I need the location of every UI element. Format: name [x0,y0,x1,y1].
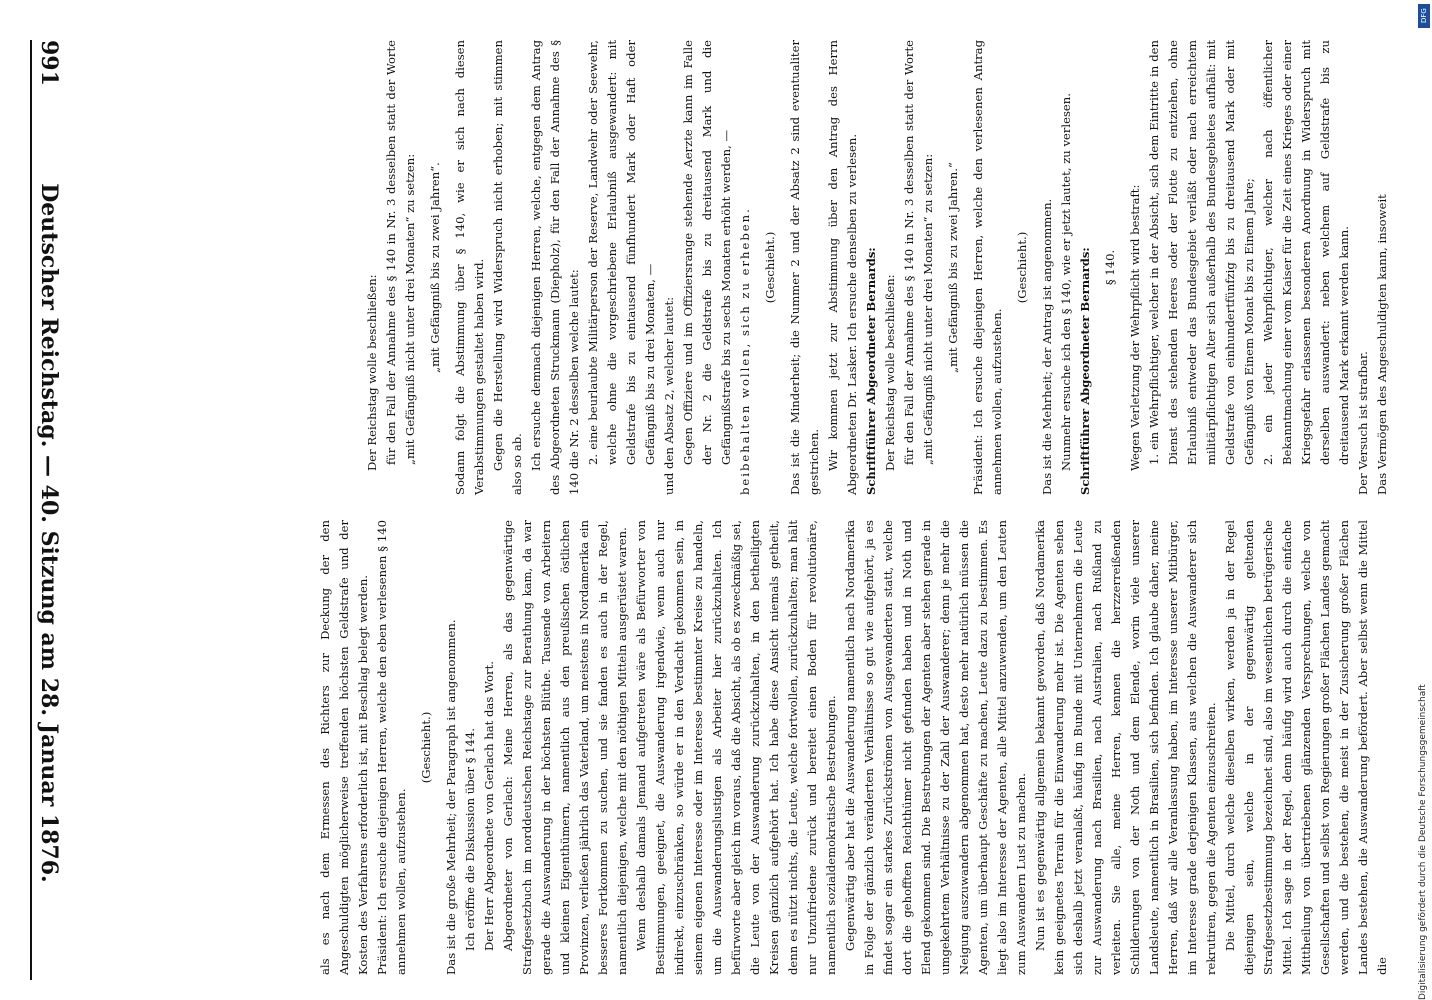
paragraph: „mit Gefängniß bis zu zwei Jahren.“ [946,162,960,373]
paragraph: Der Herr Abgeordnete von Gerlach hat das Wort. [482,661,496,951]
dfg-logo: DFG [1418,4,1430,28]
paragraph: Präsident: Ich ersuche diejenigen Herren, welche den eben verlesenen § 140 annehmen wollen, aufzustehen. [375,520,408,975]
paragraph: Der Reichstag wolle beschließen: [883,274,897,471]
paragraph: für den Fall der Annahme des § 140 in Nr. 3 desselben statt der Worte „mit Gefängniß nicht unter drei Monaten“ zu setzen: [384,40,417,465]
paragraph: Das ist die Mehrheit; der Antrag ist angenommen. [1040,198,1054,495]
paragraph: Das ist die große Mehrheit; der Paragraph ist angenommen. [444,619,458,975]
paragraph: Der Reichstag wolle beschließen: [365,274,379,471]
paragraph: (Geschieht.) [419,711,433,784]
column-left [80,40,1392,495]
page-number: 991 [36,40,62,86]
paragraph: 1. ein Wehrpflichtiger, welcher in der Absicht, sich dem Eintritte in den Dienst des stehenden Heeres oder der Flotte zu entziehen, ohne Erlaubniß entweder das Bundesgebiet verläßt oder nach erreichtem militärpflichtigen Alter sich außerhalb des Bundesgebietes aufhält: mit Geldstrafe von einhundertfünfzig bis zu dreitausend Mark oder mit Gefängniß von Einem Monat bis zu Einem Jahre; [1147,40,1256,465]
paragraph: Schriftführer Abgeordneter Bernards: [1078,247,1092,495]
paragraph: als es nach dem Ermessen des Richters zur Deckung der den Angeschuldigten möglicherweise treffenden höchsten Geldstrafe und der Kosten des Verfahrens erforderlich ist, mit Beschlag belegt werden. [318,520,370,975]
paragraph: Ich ersuche demnach diejenigen Herren, welche, entgegen dem Antrag des Abgeordneten Struckmann (Diepholz), für den Fall der Annahme des § 140 die Nr. 2 desselben welche lautet: [529,40,581,495]
paragraph: Wenn deshalb damals Jemand aufgetreten wäre als Befürworter von Bestimmungen, geeignet, die Auswanderung irgendwie, wenn auch nur indirekt, einzuschränken, so würde er in den Verdacht gekommen sein, in seinem eigenen Interesse oder im Interesse bestimmter Kreise zu handeln, um die Auswanderungslustigen als Arbeiter hier zurückzuhalten. Ich befürworte aber gleich im voraus, daß die Absicht, als ob es zweckmäßig sei, die Leute von der Auswanderung zurückzuhalten, in den betheiligten Kreisen gänzlich aufgehört hat. Ich habe diese Ansicht niemals getheilt, denn es nützt nichts, die Leute, welche fortwollen, zurückzuhalten; man hält nur Unzufriedene zurück und bereitet einen Boden für revolutionäre, namentlich sozialdemokratische Bestrebungen. [634,520,838,975]
paragraph: Sodann folgt die Abstimmung über § 140, wie er sich nach diesen Verabstimmungen gestaltet haben wird. [453,40,486,495]
paragraph: Das Vermögen des Angeschuldigten kann, insoweit [1375,194,1389,495]
digitization-note: Digitalisierung gefördert durch die Deutsche Forschungsgemeinschaft [1418,684,1428,1000]
paragraph: „mit Gefängniß bis zu zwei Jahren“. [428,162,442,373]
paragraph: (Geschieht.) [763,231,777,304]
column-right-text [316,520,1392,975]
paragraph: Ich eröffne die Diskussion über § 144. [463,728,477,951]
paragraph: für den Fall der Annahme des § 140 in Nr. 3 desselben statt der Worte „mit Gefängniß nicht unter drei Monaten“ zu setzen: [902,40,935,465]
paragraph: Gegenwärtig aber hat die Auswanderung namentlich nach Nordamerika in Folge der gänzlich veränderten Verhältnisse so gut wie aufgehört, ja es findet sogar ein starkes Zurückströmen von Ausgewanderten statt, welche dort die gehofften Reichthümer nicht gefunden haben und in Noth und Elend gekommen sind. Die Bestrebungen der Agenten aber stehen gerade in umgekehrtem Verhältnisse zu der Zahl der Auswanderer; denn je mehr die Neigung auszuwandern abgenommen hat, desto mehr natürlich müssen die Agenten, um überhaupt Geschäfte zu machen, Leute dazu zu bestimmen. Es liegt also im Interesse der Agenten, alle Mittel anzuwenden, um den Leuten zum Auswandern Lust zu machen. [843,520,1028,975]
paragraph: Die Mittel, durch welche dieselben wirken, werden ja in der Regel diejenigen sein, welche in der gegenwärtig geltenden Strafgesetzbestimmung bezeichnet sind, also im wesentlichen betrügerische Mittel. Ich sage in der Regel, denn häufig wird auch durch die einfache Mittheilung von übertriebenen glänzenden Versprechungen, welche von Gesellschaften und selbst von Regierungen großer Flächen Landes gemacht werden, und die bestehen, die meist in der Zusicherung großer Flächen Landes bestehen, die Auswanderung befördert. Aber selbst wenn die Mittel die [1223,520,1389,975]
paragraph: Präsident: Ich ersuche diejenigen Herren, welche den verlesenen Antrag annehmen wollen, aufzustehen. [971,40,1004,495]
paragraph: und den Absatz 2, welcher lautet: [662,296,676,495]
running-title: Deutscher Reichstag. — 40. Sitzung am 28. Januar 1876. [36,183,62,883]
paragraph: Gegen Offiziere und im Offiziersrange stehende Aerzte kann im Falle der Nr. 2 die Geldstrafe bis zu dreitausend Mark und die Gefängnißstrafe bis zu sechs Monaten erhöht werden, — [681,40,733,465]
paragraph: Der Versuch ist strafbar. [1356,351,1370,495]
paragraph: Abgeordneter von Gerlach: Meine Herren, als das gegenwärtige Strafgesetzbuch im norddeutschen Reichstage zur Berathung kam, da war gerade die Auswanderung in der höchsten Blüthe. Tausende von Arbeitern und kleinen Eigenthümern, namentlich aus den preußischen östlichen Provinzen, verließen jährlich das Vaterland, um meistens in Nordamerika ein besseres Fortkommen zu suchen, und sie fanden es auch in der Regel, namentlich diejenigen, welche mit den nöthigen Mitteln ausgerüstet waren. [501,520,629,975]
paragraph: 2. eine beurlaubte Militärperson der Reserve, Landwehr oder Seewehr, welche ohne die vorgeschriebene Erlaubniß ausgewandert: mit Geldstrafe bis zu eintausend fünfhundert Mark oder Haft oder Gefängniß bis zu drei Monaten, — [586,40,657,465]
paragraph: Das ist die Minderheit; die Nummer 2 und der Absatz 2 sind eventualiter gestrichen. [788,40,821,495]
paragraph: Nun ist es gegenwärtig allgemein bekannt geworden, daß Nordamerika kein geeignetes Terrain für die Einwanderung mehr ist. Die Agenten sehen sich deshalb jetzt veranlaßt, häufig im Bunde mit Unternehmern die Leute zur Auswanderung nach Brasilien, nach Australien, nach Rußland zu verleiten. Sie alle, meine Herren, kennen die herzzerreißenden Schilderungen von der Noth und dem Elende, worin viele unserer Landsleute, namentlich in Brasilien, sich befinden. Ich glaube daher, meine Herren, daß wir alle Veranlassung haben, im Interesse unserer Mitbürger, im Interesse grade derjenigen Klassen, aus welchen die Auswanderer sich rekrutiren, gegen die Agenten einzuschreiten. [1033,520,1218,975]
paragraph: beibehalten wollen, sich zu erheben. [738,207,752,495]
column-right [80,520,1392,975]
paragraph: § 140. [1103,249,1117,286]
paragraph: Wir kommen jetzt zur Abstimmung über den Antrag des Herrn Abgeordneten Dr. Lasker. Ich ersuche denselben zu verlesen. [826,40,859,495]
column-left-text [363,40,1392,495]
paragraph: Gegen die Herstellung wird Widerspruch nicht erhoben; mit stimmen also so ab. [491,40,524,495]
paragraph: 2. ein jeder Wehrpflichtiger, welcher nach öffentlicher Bekanntmachung einer vom Kaiser für die Zeit eines Krieges oder einer Kriegsgefahr erlassenen besonderen Anordnung in Widerspruch mit derselben auswandert: neben welchem auf Geldstrafe bis zu dreitausend Mark erkannt werden kann. [1261,40,1351,465]
paragraph: Nunmehr ersuche ich den § 140, wie er jetzt lautet, zu verlesen. [1059,93,1073,471]
page-header [30,40,72,980]
paragraph: (Geschieht.) [1015,231,1029,304]
paragraph: Wegen Verletzung der Wehrpflicht wird bestraft: [1128,184,1142,471]
paragraph: Schriftführer Abgeordneter Bernards: [864,247,878,495]
